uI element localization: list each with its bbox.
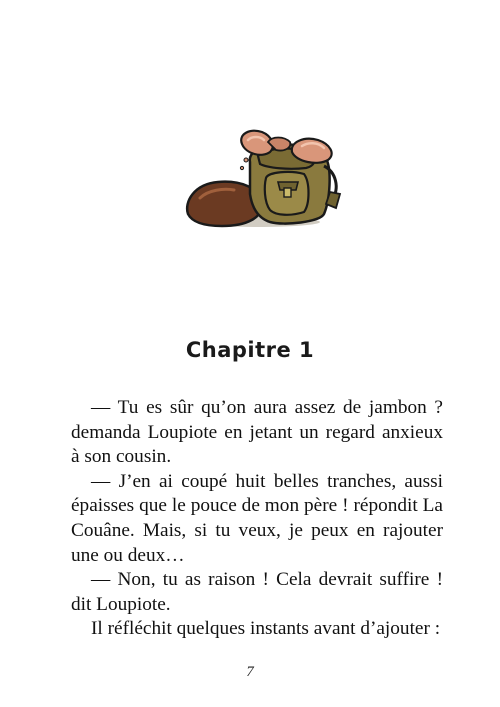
chapter-title: Chapitre 1	[185, 338, 315, 362]
paragraph: — Tu es sûr qu’on aura assez de jambon ? demanda Loupiote en jetant un regard anxieux à son cousin.	[71, 397, 443, 468]
paragraph: — J’en ai coupé huit belles tranches, aussi épaisses que le pouce de mon père ! répondit La Couâne. Mais, si tu veux, je peux en rajouter une ou deux…	[71, 470, 443, 566]
paragraph: Il réfléchit quelques instants avant d’ajouter :	[91, 618, 441, 640]
chapter-body	[71, 396, 443, 642]
backpack-illustration-icon	[180, 122, 350, 234]
page-number: 7	[246, 664, 254, 680]
paragraph: — Non, tu as raison ! Cela devrait suffire ! dit Loupiote.	[71, 569, 443, 615]
